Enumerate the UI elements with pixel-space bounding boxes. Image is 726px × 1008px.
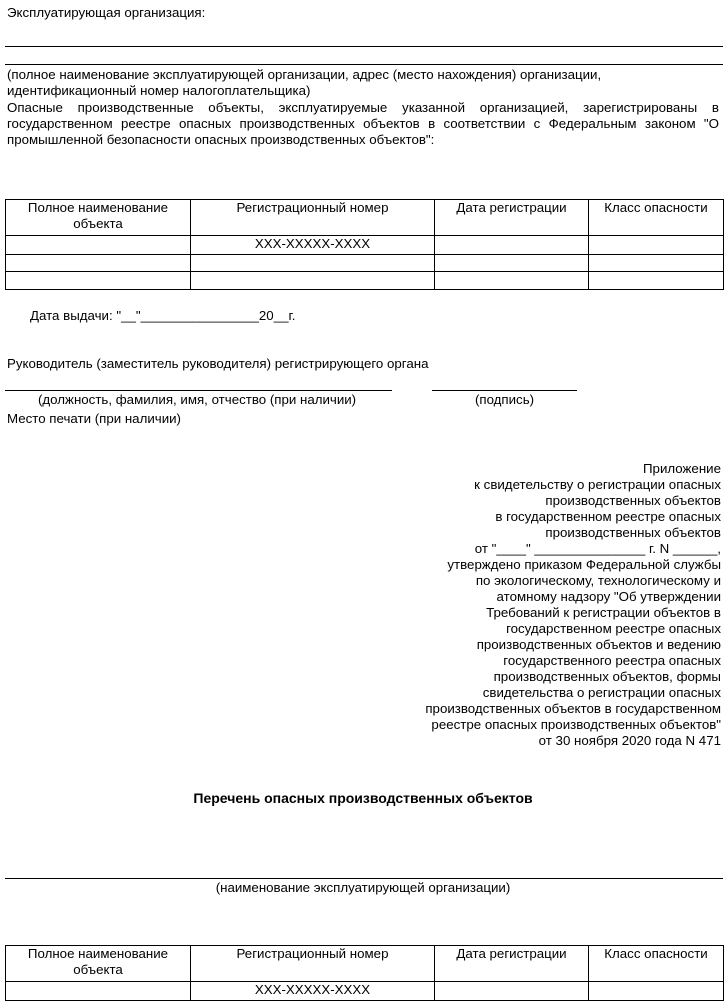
col-header-reg-number: Регистрационный номер (191, 200, 435, 236)
appendix-block (321, 461, 721, 749)
appendix-line: утверждено приказом Федеральной службы (447, 557, 721, 572)
registration-statement: Опасные производственные объекты, эксплуатируемые указанной организацией, зарегистрированы в государственном реестре опасных производственных объектов в соответствии с Федеральным законом "О промышленной безопасности опасных производственных объектов": (7, 100, 719, 147)
appendix-line: производственных объектов в государственном (425, 701, 721, 716)
col-header-name: Полное наименование объекта (6, 946, 191, 982)
col-header-hazard-class: Класс опасности (589, 946, 724, 982)
col-header-reg-number: Регистрационный номер (191, 946, 435, 982)
col-header-reg-date: Дата регистрации (435, 946, 589, 982)
operator-address-line (5, 64, 723, 65)
appendix-line: производственных объектов, формы (493, 669, 721, 684)
appendix-line: по экологическому, технологическому и (475, 573, 721, 588)
operator-hint-2: идентификационный номер налогоплательщика) (7, 83, 311, 98)
table-header-row (6, 200, 724, 236)
table-cell (435, 272, 589, 290)
operator-label: Эксплуатирующая организация: (7, 5, 206, 20)
appendix-line: государственном реестре опасных (506, 621, 721, 636)
table-cell (589, 236, 724, 255)
table-cell (191, 272, 435, 290)
table-cell: XXX-XXXXX-XXXX (191, 236, 435, 255)
table-cell (589, 982, 724, 1001)
list-title: Перечень опасных производственных объектов (193, 790, 533, 806)
table-row (6, 236, 724, 255)
list-operator-line (5, 878, 723, 879)
appendix-line: от "____" _______________ г. N ______, (474, 541, 721, 556)
appendix-line: свидетельства о регистрации опасных (482, 685, 721, 700)
table-cell (6, 255, 191, 272)
appendix-line: к свидетельству о регистрации опасных (474, 477, 721, 492)
col-header-name: Полное наименование объекта (6, 200, 191, 236)
table-row (6, 255, 724, 272)
appendix-line: государственного реестра опасных (503, 653, 721, 668)
appendix-line: атомному надзору "Об утверждении (496, 589, 721, 604)
table-cell (589, 272, 724, 290)
objects-table-2 (5, 945, 724, 1001)
table-cell (6, 236, 191, 255)
appendix-line: Требований к регистрации объектов в (486, 605, 721, 620)
objects-table-1 (5, 199, 724, 290)
seal-label: Место печати (при наличии) (7, 411, 181, 426)
appendix-line: производственных объектов (545, 525, 721, 540)
table-cell: XXX-XXXXX-XXXX (191, 982, 435, 1001)
signature-hint: (подпись) (474, 392, 535, 407)
table-cell (6, 982, 191, 1001)
issue-date: Дата выдачи: "__"________________20__г. (30, 308, 296, 323)
table-cell (435, 982, 589, 1001)
operator-name-line (5, 46, 723, 47)
table-row (6, 272, 724, 290)
table-cell (191, 255, 435, 272)
appendix-line: от 30 ноября 2020 года N 471 (538, 733, 721, 748)
appendix-line: реестре опасных производственных объектов" (431, 717, 721, 732)
position-line (5, 390, 392, 391)
head-label: Руководитель (заместитель руководителя) регистрирующего органа (7, 356, 429, 371)
col-header-reg-date: Дата регистрации (435, 200, 589, 236)
table-cell (6, 272, 191, 290)
col-header-hazard-class: Класс опасности (589, 200, 724, 236)
signature-line (432, 390, 577, 391)
table-cell (435, 236, 589, 255)
appendix-line: производственных объектов и ведению (476, 637, 721, 652)
list-operator-hint: (наименование эксплуатирующей организации) (215, 880, 511, 895)
appendix-line: Приложение (643, 461, 721, 476)
table-cell (435, 255, 589, 272)
table-cell (589, 255, 724, 272)
table-header-row (6, 946, 724, 982)
table-row (6, 982, 724, 1001)
appendix-line: производственных объектов (545, 493, 721, 508)
appendix-line: в государственном реестре опасных (495, 509, 721, 524)
operator-hint-1: (полное наименование эксплуатирующей организации, адрес (место нахождения) организации, (7, 67, 602, 82)
position-hint: (должность, фамилия, имя, отчество (при наличии) (38, 392, 357, 407)
